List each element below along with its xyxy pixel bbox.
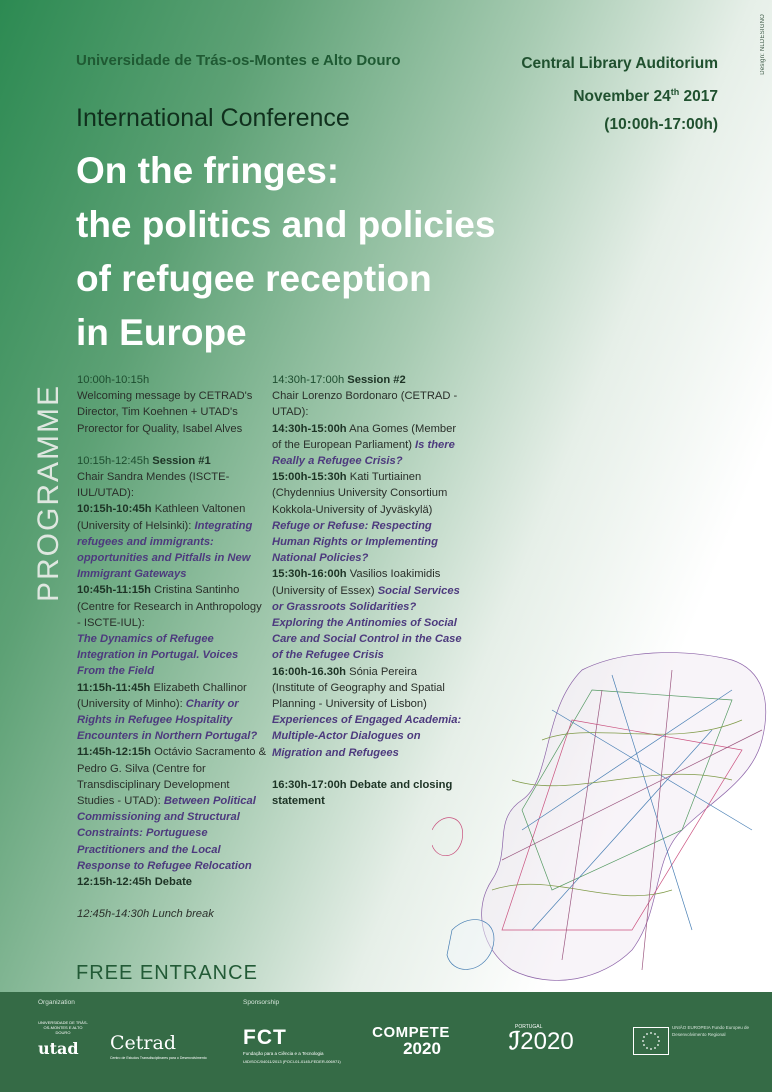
session-time: 14:30h-17:00h: [272, 374, 348, 386]
portugal-p-icon: ℐ: [509, 1028, 521, 1055]
portugal-logo-year: 2020: [520, 1028, 574, 1055]
compete-2020-logo: [366, 1024, 456, 1057]
portugal-logo-label: PORTUGAL: [515, 1024, 543, 1030]
closing-text: 16:30h-17:00h Debate and closing statement: [272, 778, 453, 808]
eu-fund-text: UNIÃO EUROPEIA Fundo Europeu de Desenvolvimento Regional: [672, 1025, 750, 1037]
welcome-item: [77, 372, 267, 437]
fct-logo: [243, 1026, 363, 1064]
designer-credit: Design: NLDESIGNO: [760, 14, 766, 75]
date-suffix: th: [670, 87, 680, 97]
item-text: Welcoming message by CETRAD's Director, Tim Koehnen + UTAD's Prorector for Quality, Isabel Alves: [77, 390, 253, 435]
venue-name: Central Library Auditorium: [521, 55, 718, 72]
utad-logo: [38, 1020, 100, 1080]
talk-speaker: Vasilios Ioakimidis (University of Essex): [272, 568, 441, 597]
title-line: On the fringes:: [76, 150, 340, 191]
event-details: [521, 50, 718, 139]
talk-speaker: Octávio Sacramento & Pedro G. Silva (Centre for Transdisciplinary Development Studies - UTAD):: [77, 746, 267, 808]
portugal-2020-logo: [497, 1024, 597, 1054]
debate-item: 12:15h-12:45h Debate: [77, 876, 193, 889]
cetrad-logo-subtitle: Centro de Estudos Transdisciplinares para o Desenvolvimento: [110, 1056, 207, 1060]
talk-time: 15:00h-15:30h: [272, 471, 347, 484]
talk-speaker: Ana Gomes (Member of the European Parliament): [272, 422, 457, 451]
title-line: in Europe: [76, 312, 247, 353]
closing-item: [272, 777, 462, 809]
utad-logo-subtitle: UNIVERSIDADE DE TRÁS-OS-MONTES E ALTO DOURO: [38, 1020, 88, 1035]
conference-title: [76, 144, 596, 360]
session-label: Session #1: [152, 454, 211, 467]
event-date: [521, 78, 718, 111]
date-text: November 24: [573, 88, 671, 106]
session-label: Session #2: [347, 374, 406, 386]
talk-title: Experiences of Engaged Academia: Multiple-Actor Dialogues on Migration and Refugees: [272, 714, 462, 759]
fct-logo-subtitle: Fundação para a Ciência e a Tecnologia: [243, 1051, 324, 1056]
fct-logo-text: FCT: [243, 1026, 287, 1049]
talk-time: 16:00h-16.30h: [272, 665, 347, 678]
talk-time: 14:30h-15:00h: [272, 422, 347, 435]
talk-speaker: Cristina Santinho (Centre for Research in Anthropology - ISCTE-IUL):: [77, 584, 262, 629]
talk-title: Is there Really a Refugee Crisis?: [272, 438, 455, 468]
fct-reference: UID/SOC/04011/2013 (POCI-01-0145-FEDER-006971): [243, 1059, 341, 1064]
europe-map-illustration: [432, 630, 772, 992]
date-year: 2017: [679, 88, 718, 106]
lunch-item: [77, 906, 267, 922]
free-entrance: FREE ENTRANCE: [76, 962, 258, 984]
talk-time: 15:30h-16:00h: [272, 568, 347, 581]
session-chair: Chair Lorenzo Bordonaro (CETRAD - UTAD):: [272, 390, 458, 419]
session-time: 10:15h-12:45h: [77, 454, 153, 467]
eu-flag-icon: [633, 1027, 669, 1055]
programme-column-afternoon: [272, 372, 462, 825]
talk-speaker: Sónia Pereira (Institute of Geography and Spatial Planning - University of Lisbon): [272, 665, 445, 711]
talk-time: 11:45h-12:15h: [77, 746, 152, 759]
sponsorship-label: Sponsorship: [243, 999, 280, 1006]
talk-title: Integrating refugees and immigrants: opportunities and Pitfalls in New Immigrant Gateways: [77, 519, 253, 581]
event-hours: (10:00h-17:00h): [604, 116, 718, 134]
talk-speaker: Kathleen Valtonen (University of Helsinki):: [77, 503, 246, 532]
portugal-logo-year-row: [509, 1030, 597, 1054]
session-chair: Chair Sandra Mendes (ISCTE-IUL/UTAD):: [77, 471, 230, 500]
university-name: Universidade de Trás-os-Montes e Alto Douro: [76, 52, 401, 69]
footer: [0, 992, 772, 1092]
talk-title: Refuge or Refuse: Respecting Human Rights or Implementing National Policies?: [272, 519, 438, 565]
talk-title: Charity or Rights in Refugee Hospitality Encounters in Northern Portugal?: [77, 697, 258, 743]
organization-label: Organization: [38, 999, 75, 1006]
talk-speaker: Kati Turtiainen (Chydennius University Consortium Kokkola-University of Jyväskylä): [272, 471, 448, 516]
compete-logo-text: COMPETE: [372, 1024, 450, 1041]
programme-column-morning: [77, 372, 267, 939]
talk-time: 11:15h-11:45h: [77, 681, 151, 694]
talk-time: 10:15h-10:45h: [77, 503, 152, 516]
talk-speaker: Elizabeth Challinor (University of Minho):: [77, 681, 247, 710]
title-line: the politics and policies: [76, 204, 496, 245]
utad-logo-text: utad: [38, 1039, 79, 1058]
lunch-text: 12:45h-14:30h Lunch break: [77, 908, 214, 921]
conference-type: International Conference: [76, 104, 350, 132]
time: 10:00h-10:15h: [77, 374, 150, 386]
session-1: [77, 453, 267, 890]
session-2: [272, 372, 462, 761]
cetrad-logo: [110, 1032, 210, 1060]
compete-logo-year: 2020: [403, 1039, 441, 1058]
talk-title: The Dynamics of Refugee Integration in Portugal. Voices From the Field: [77, 633, 239, 678]
title-line: of refugee reception: [76, 258, 432, 299]
programme-label: PROGRAMME: [32, 383, 65, 602]
talk-title: Social Services or Grassroots Solidarities? Exploring the Antinomies of Social Care and Social Control in the Case of the Refugee Crisis: [272, 584, 462, 662]
cetrad-logo-text: Cetrad: [110, 1032, 176, 1054]
talk-time: 10:45h-11:15h: [77, 584, 152, 597]
talk-title: Between Political Commissioning and Structural Constraints: Portuguese Practitioners and the Local Response to Refugee Relocation: [77, 795, 256, 872]
